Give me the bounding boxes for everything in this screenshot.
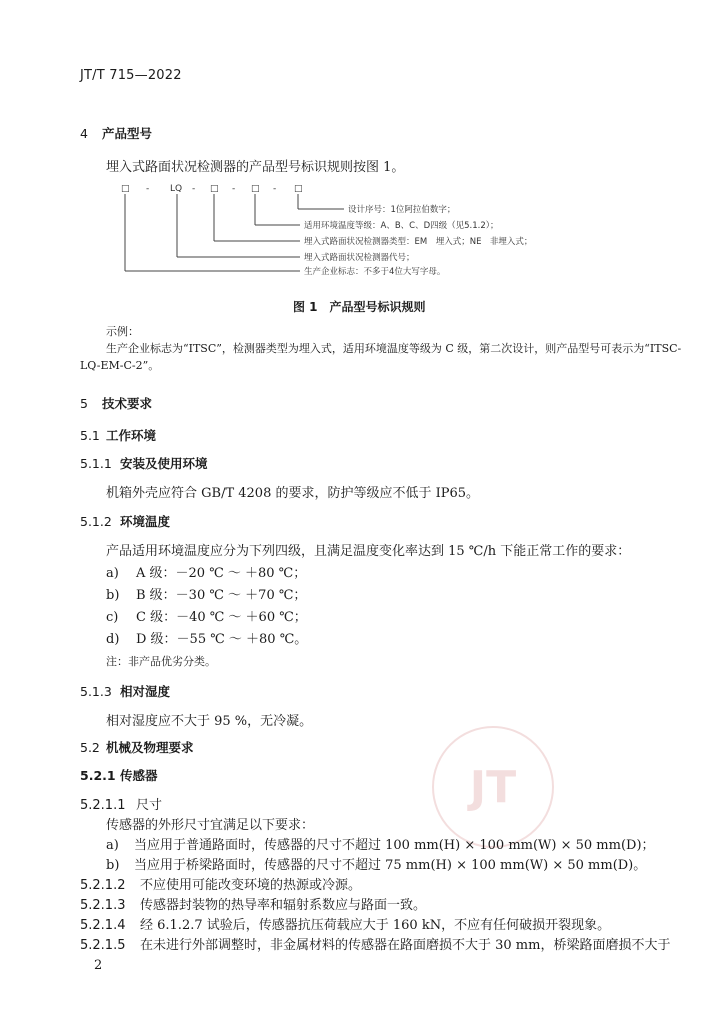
size-item-b: b) 当应用于桥梁路面时，传感器的尺寸不超过 75 mm(H) × 100 mm(W) × 50 mm(D)。 bbox=[106, 858, 647, 873]
code-sep-2: - bbox=[192, 184, 196, 194]
clause-5-2-1-3: 5.2.1.3 传感器封装物的热导率和辐射系数应与路面一致。 bbox=[80, 898, 427, 913]
figure-1-caption: 图 1 产品型号标识规则 bbox=[293, 300, 426, 314]
temp-item-b: b) B 级：－30 ℃ ～ ＋70 ℃； bbox=[106, 588, 307, 603]
page-number: 2 bbox=[94, 958, 103, 973]
diagram-label-detector-code: 埋入式路面状况检测器代号； bbox=[304, 253, 415, 263]
document-id-header: JT/T 715—2022 bbox=[80, 68, 182, 83]
code-sep-3: - bbox=[232, 184, 236, 194]
code-part-lq: LQ bbox=[170, 184, 183, 194]
section-5-2-1-heading: 5.2.1 传感器 bbox=[80, 768, 158, 783]
section-5-1-2-heading: 5.1.2 环境温度 bbox=[80, 514, 171, 529]
model-code-diagram bbox=[100, 180, 660, 280]
example-line-1: 生产企业标志为“ITSC”，检测器类型为埋入式，适用环境温度等级为 C 级，第二次设计，则产品型号可表示为“ITSC- bbox=[106, 342, 682, 355]
clause-5-2-1-4: 5.2.1.4 经 6.1.2.7 试验后，传感器抗压荷载应大于 160 kN，不应有任何破损开裂现象。 bbox=[80, 918, 611, 933]
diagram-label-detector-type: 埋入式路面状况检测器类型：EM 埋入式；NE 非埋入式； bbox=[304, 237, 533, 247]
section-5-2-1-1-heading: 5.2.1.1 尺寸 bbox=[80, 798, 163, 813]
temp-item-c: c) C 级：－40 ℃ ～ ＋60 ℃； bbox=[106, 610, 307, 625]
temp-note: 注：非产品优劣分类。 bbox=[106, 655, 216, 668]
code-sep-4: - bbox=[273, 184, 277, 194]
clause-5-2-1-5: 5.2.1.5 在未进行外部调整时，非金属材料的传感器在路面磨损不大于 30 mm，桥梁路面磨损不大于 bbox=[80, 938, 671, 953]
code-part-temp: □ bbox=[251, 184, 260, 194]
example-line-2: LQ-EM-C-2”。 bbox=[80, 359, 160, 372]
section-4-intro: 埋入式路面状况检测器的产品型号标识规则按图 1。 bbox=[106, 160, 405, 175]
code-sep-1: - bbox=[146, 184, 150, 194]
size-text: 传感器的外形尺寸宜满足以下要求： bbox=[106, 818, 315, 833]
section-5-1-3-heading: 5.1.3 相对湿度 bbox=[80, 684, 171, 699]
section-5-1-1-text: 机箱外壳应符合 GB/T 4208 的要求，防护等级应不低于 IP65。 bbox=[106, 486, 480, 501]
section-5-1-2-text: 产品适用环境温度应分为下列四级，且满足温度变化率达到 15 ℃/h 下能正常工作的要求： bbox=[106, 544, 631, 559]
diagram-label-design-seq: 设计序号：1位阿拉伯数字； bbox=[348, 205, 456, 215]
code-part-type: □ bbox=[210, 184, 219, 194]
code-part-design: □ bbox=[294, 184, 303, 194]
clause-5-2-1-2: 5.2.1.2 不应使用可能改变环境的热源或冷源。 bbox=[80, 878, 362, 893]
diagram-label-temp-class: 适用环境温度等级：A、B、C、D四级（见5.1.2）； bbox=[304, 221, 499, 231]
section-5-2-heading: 5.2 机械及物理要求 bbox=[80, 740, 194, 755]
section-4-heading: 4 产品型号 bbox=[80, 126, 153, 141]
section-5-1-heading: 5.1 工作环境 bbox=[80, 428, 157, 443]
example-label: 示例： bbox=[106, 325, 139, 338]
jt-watermark-logo: JT bbox=[432, 726, 554, 848]
temp-item-a: a) A 级：－20 ℃ ～ ＋80 ℃； bbox=[106, 566, 307, 581]
code-part-company: □ bbox=[121, 184, 130, 194]
section-5-heading: 5 技术要求 bbox=[80, 396, 153, 411]
section-5-1-1-heading: 5.1.1 安装及使用环境 bbox=[80, 456, 208, 471]
size-item-a: a) 当应用于普通路面时，传感器的尺寸不超过 100 mm(H) × 100 mm(W) × 50 mm(D)； bbox=[106, 838, 655, 853]
diagram-label-company: 生产企业标志：不多于4位大写字母。 bbox=[304, 267, 446, 277]
temp-item-d: d) D 级：－55 ℃ ～ ＋80 ℃。 bbox=[106, 632, 308, 647]
section-5-1-3-text: 相对湿度应不大于 95 %，无冷凝。 bbox=[106, 714, 313, 729]
